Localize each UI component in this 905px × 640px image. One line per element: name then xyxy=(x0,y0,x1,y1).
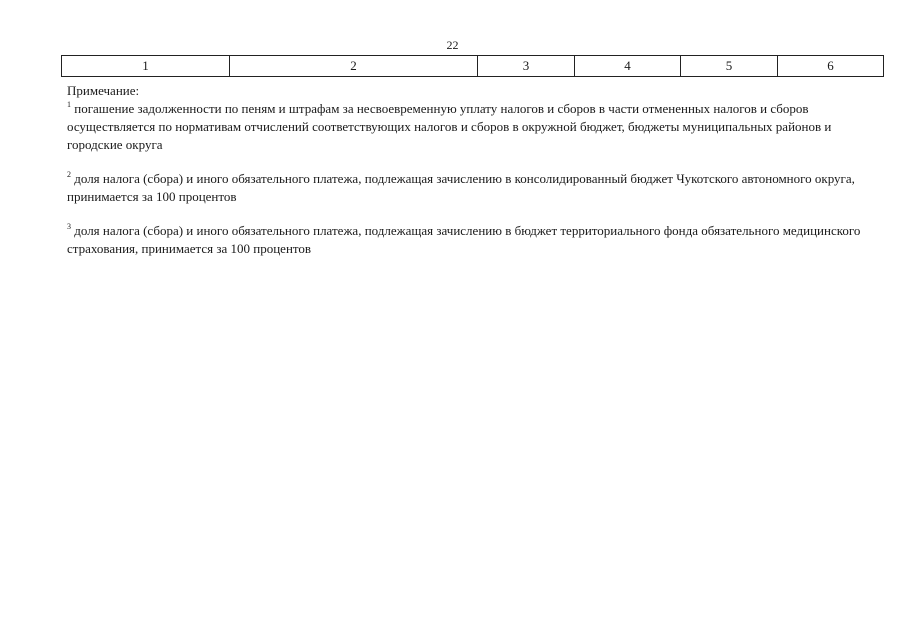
table-row xyxy=(62,56,884,77)
column-number-table xyxy=(61,55,884,77)
column-number-cell: 3 xyxy=(478,56,575,77)
footnote-text: погашение задолженности по пеням и штрафам за несвоевременную уплату налогов и сборов в части отмененных налогов и сборов осуществляется по нормативам отчислений соответствующих налогов и сборов в окружной бюджет, бюджеты муниципальных районов и городские округа xyxy=(67,101,832,152)
column-number-cell: 4 xyxy=(575,56,681,77)
footnote-marker: 1 xyxy=(67,99,71,109)
footnote-text: доля налога (сбора) и иного обязательного платежа, подлежащая зачислению в бюджет территориального фонда обязательного медицинского страхования, принимается за 100 процентов xyxy=(67,223,861,256)
column-number-cell: 6 xyxy=(778,56,884,77)
column-number-cell: 1 xyxy=(62,56,230,77)
page-number: 22 xyxy=(446,38,459,52)
footnote-text: доля налога (сбора) и иного обязательного платежа, подлежащая зачислению в консолидированный бюджет Чукотского автономного округа, принимается за 100 процентов xyxy=(67,171,855,204)
column-number-cell: 2 xyxy=(230,56,478,77)
footnote-2 xyxy=(67,170,877,206)
footnote-3 xyxy=(67,222,877,258)
footnote-1 xyxy=(67,100,877,154)
notes-section xyxy=(67,82,877,258)
notes-heading: Примечание: xyxy=(67,83,140,98)
footnote-marker: 3 xyxy=(67,221,71,231)
column-number-cell: 5 xyxy=(681,56,778,77)
footnote-marker: 2 xyxy=(67,169,71,179)
